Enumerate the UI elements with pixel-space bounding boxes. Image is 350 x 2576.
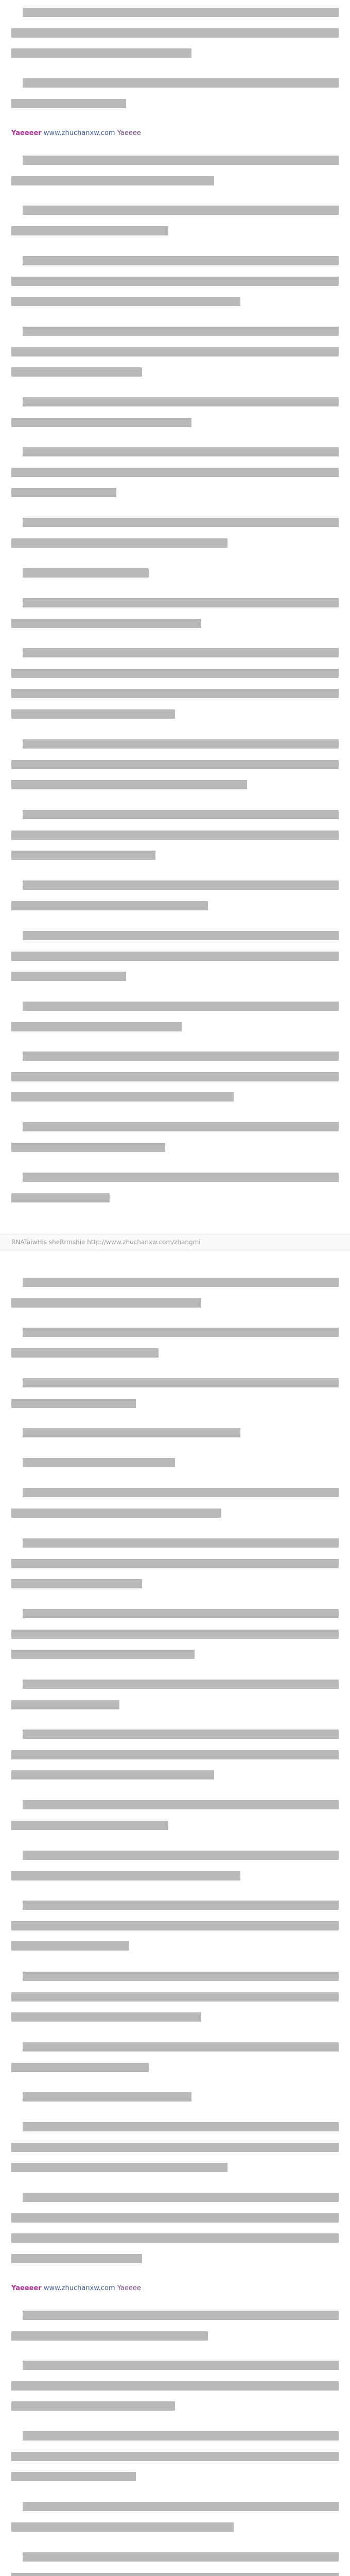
text-line [11,901,208,910]
text-line [11,972,126,981]
text-line [23,1488,339,1497]
page-footer-text: RNATaiwHis sheRrmshie http://www.zhuchanxw.com/zhangmi [11,1239,201,1246]
text-line [23,447,339,456]
page-footer [0,1234,350,1250]
text-line [11,952,339,961]
text-line [23,2122,339,2131]
site-domain-link[interactable]: www.zhuchanxw.com [41,2284,117,2292]
text-line [11,28,339,38]
text-line [23,1278,339,1287]
text-line [23,8,339,17]
text-line [23,1680,339,1689]
text-line [23,1730,339,1739]
text-line [23,1052,339,1061]
text-line [23,1800,339,1809]
text-line [11,226,168,235]
text-line [23,2361,339,2370]
text-line [11,1559,339,1568]
text-line [23,1538,339,1548]
text-line [23,1428,240,1437]
site-brand: Yaeeeer [11,129,42,137]
text-line [11,99,126,108]
text-line [23,2311,339,2320]
text-line [11,297,240,306]
text-line [11,2213,339,2223]
text-line [11,1992,339,2002]
text-line [11,1399,136,1408]
text-line [23,1458,175,1467]
text-line [11,1700,119,1709]
text-line [11,2472,136,2481]
text-line [11,1941,129,1951]
text-line [11,367,142,377]
text-line [11,2573,339,2576]
text-line [23,1328,339,1337]
site-brand: Yaeeeer [11,2284,42,2292]
text-line [11,1921,339,1930]
text-line [23,1609,339,1618]
text-line [23,810,339,819]
text-line [23,2552,339,2562]
text-line [23,1851,339,1860]
text-line [11,2452,339,2461]
text-line [11,2143,339,2152]
text-line [23,880,339,890]
text-line [11,2254,142,2263]
text-line [11,1348,159,1358]
text-line [11,277,339,286]
text-line [23,78,339,88]
text-line [23,256,339,265]
site-domain-link[interactable]: www.zhuchanxw.com [41,129,117,137]
text-line [23,397,339,406]
text-line [11,347,339,357]
text-line [11,1143,165,1152]
text-line [11,760,339,769]
text-line [23,598,339,607]
site-tail: Yaeeee [117,129,141,137]
text-line [11,1092,234,1101]
text-line [11,1871,240,1880]
text-line [23,206,339,215]
text-line [23,1901,339,1910]
text-line [11,1298,201,1308]
text-line [23,648,339,657]
text-line [23,1173,339,1182]
text-line [11,1193,110,1202]
text-line [11,468,339,477]
text-line [11,2522,234,2532]
text-line [11,48,191,58]
text-line [23,156,339,165]
text-line [11,1750,339,1759]
text-line [11,619,201,628]
text-line [11,2381,339,2391]
text-line [23,2431,339,2441]
text-line [11,538,227,548]
text-line [11,488,116,497]
text-line [11,2163,227,2172]
text-line [11,2401,175,2411]
text-line [11,2063,149,2072]
text-line [11,2233,339,2243]
text-line [11,1650,195,1659]
text-line [11,1630,339,1639]
text-line [23,2092,191,2102]
text-line [23,739,339,749]
site-banner[interactable] [11,129,141,138]
site-tail: Yaeeee [117,2284,141,2292]
text-line [23,568,149,578]
text-line [11,669,339,678]
text-line [23,1002,339,1011]
text-line [11,1509,221,1518]
text-line [11,1821,168,1830]
text-line [23,327,339,336]
text-line [11,1579,142,1588]
text-line [11,418,191,427]
text-line [23,1122,339,1131]
text-line [11,1022,182,1031]
text-line [23,1972,339,1981]
text-line [11,689,339,698]
site-banner[interactable] [11,2284,141,2293]
text-line [11,831,339,840]
text-line [11,1072,339,1081]
text-line [11,2331,208,2341]
text-line [11,2012,201,2022]
text-line [11,176,214,185]
text-line [11,851,155,860]
text-line [23,518,339,527]
text-line [23,2042,339,2052]
text-line [23,931,339,940]
text-line [11,1770,214,1780]
text-line [23,1378,339,1387]
text-line [11,780,247,789]
text-line [23,2502,339,2511]
text-line [23,2193,339,2202]
text-line [11,709,175,719]
